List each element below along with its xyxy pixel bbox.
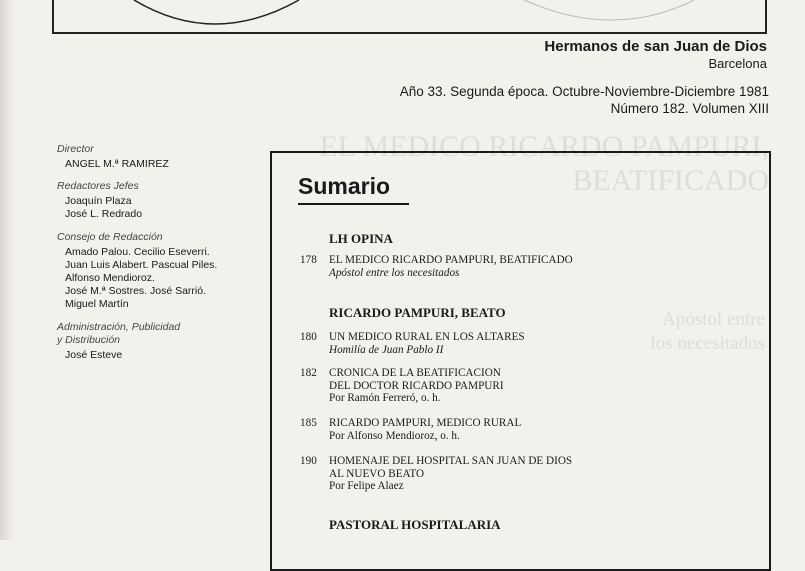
toc-entry-author: Por Felipe Alaez: [329, 480, 404, 492]
toc-entry-title: HOMENAJE DEL HOSPITAL SAN JUAN DE DIOS: [329, 455, 573, 467]
toc-entry-title: AL NUEVO BEATO: [329, 467, 425, 480]
editor-name: José L. Redrado: [65, 208, 143, 221]
toc-page-number: 180: [300, 331, 317, 343]
toc-entry-author: Por Ramón Ferreró, o. h.: [329, 392, 441, 404]
toc-entry-subtitle: Apóstol entre los necesitados: [329, 266, 460, 279]
editor-name: Joaquín Plaza: [65, 195, 132, 208]
council-members: Alfonso Mendioroz.: [65, 272, 155, 285]
bleed-through-title: EL MEDICO RICARDO PAMPURI, BEATIFICADO: [319, 130, 769, 197]
council-members: Miguel Martín: [65, 298, 129, 311]
toc-page-number: 185: [300, 417, 317, 429]
issue-line-1: Año 33. Segunda época. Octubre-Noviembre-Diciembre 1981: [399, 84, 769, 99]
council-members: Amado Palou. Cecilio Eseverri.: [65, 245, 210, 258]
cover-image-arcs: [54, 0, 769, 34]
toc-entry[interactable]: [300, 367, 504, 405]
toc-entry-title: DEL DOCTOR RICARDO PAMPURI: [329, 379, 504, 392]
toc-entry-author: Por Alfonso Mendioroz, o. h.: [329, 429, 460, 442]
issue-info: [400, 83, 769, 117]
director-name: ANGEL M.ª RAMIREZ: [65, 158, 169, 170]
section-heading: PASTORAL HOSPITALARIA: [329, 517, 501, 532]
director-role: Director: [57, 143, 94, 155]
council-members: Juan Luis Alabert. Pascual Piles.: [65, 258, 218, 271]
page-gutter-shadow: [0, 0, 14, 540]
toc-entry-title: EL MEDICO RICARDO PAMPURI, BEATIFICADO: [329, 254, 573, 266]
toc-entry-title: RICARDO PAMPURI, MEDICO RURAL: [329, 417, 522, 429]
issue-line-2: Número 182. Volumen XIII: [610, 101, 769, 116]
cover-image-frame: [52, 0, 767, 34]
toc-entry-title: CRONICA DE LA BEATIFICACION: [329, 367, 501, 379]
toc-entry-subtitle: Homilía de Juan Pablo II: [329, 343, 444, 356]
toc-entry[interactable]: [300, 417, 521, 442]
summary-box: [270, 151, 771, 571]
toc-entry-title: UN MEDICO RURAL EN LOS ALTARES: [329, 331, 525, 343]
publisher-city: Barcelona: [708, 56, 767, 71]
publisher-block: [544, 38, 767, 71]
toc-page-number: 190: [300, 455, 317, 467]
section-heading: RICARDO PAMPURI, BEATO: [329, 305, 506, 320]
council-members: José M.ª Sostres. José Sarrió.: [65, 285, 207, 298]
section-heading: LH OPINA: [329, 231, 393, 246]
summary-title: Sumario: [298, 173, 391, 199]
editors-role: Redactores Jefes: [57, 180, 139, 193]
masthead: [57, 143, 257, 362]
toc-entry[interactable]: [300, 331, 525, 356]
admin-name: José Esteve: [65, 348, 123, 361]
admin-role: Administración, Publicidad: [57, 320, 181, 333]
publisher-name: Hermanos de san Juan de Dios: [544, 38, 767, 55]
admin-role: y Distribución: [57, 333, 121, 346]
bleed-through-subtitle: Apóstol entre los necesitados: [650, 309, 765, 354]
summary-title-underline: [298, 203, 409, 205]
toc-page-number: 182: [300, 367, 317, 379]
toc-page-number: 178: [300, 254, 317, 266]
toc-entry[interactable]: [300, 455, 572, 493]
toc-entry[interactable]: [300, 254, 573, 279]
council-role: Consejo de Redacción: [57, 230, 163, 243]
